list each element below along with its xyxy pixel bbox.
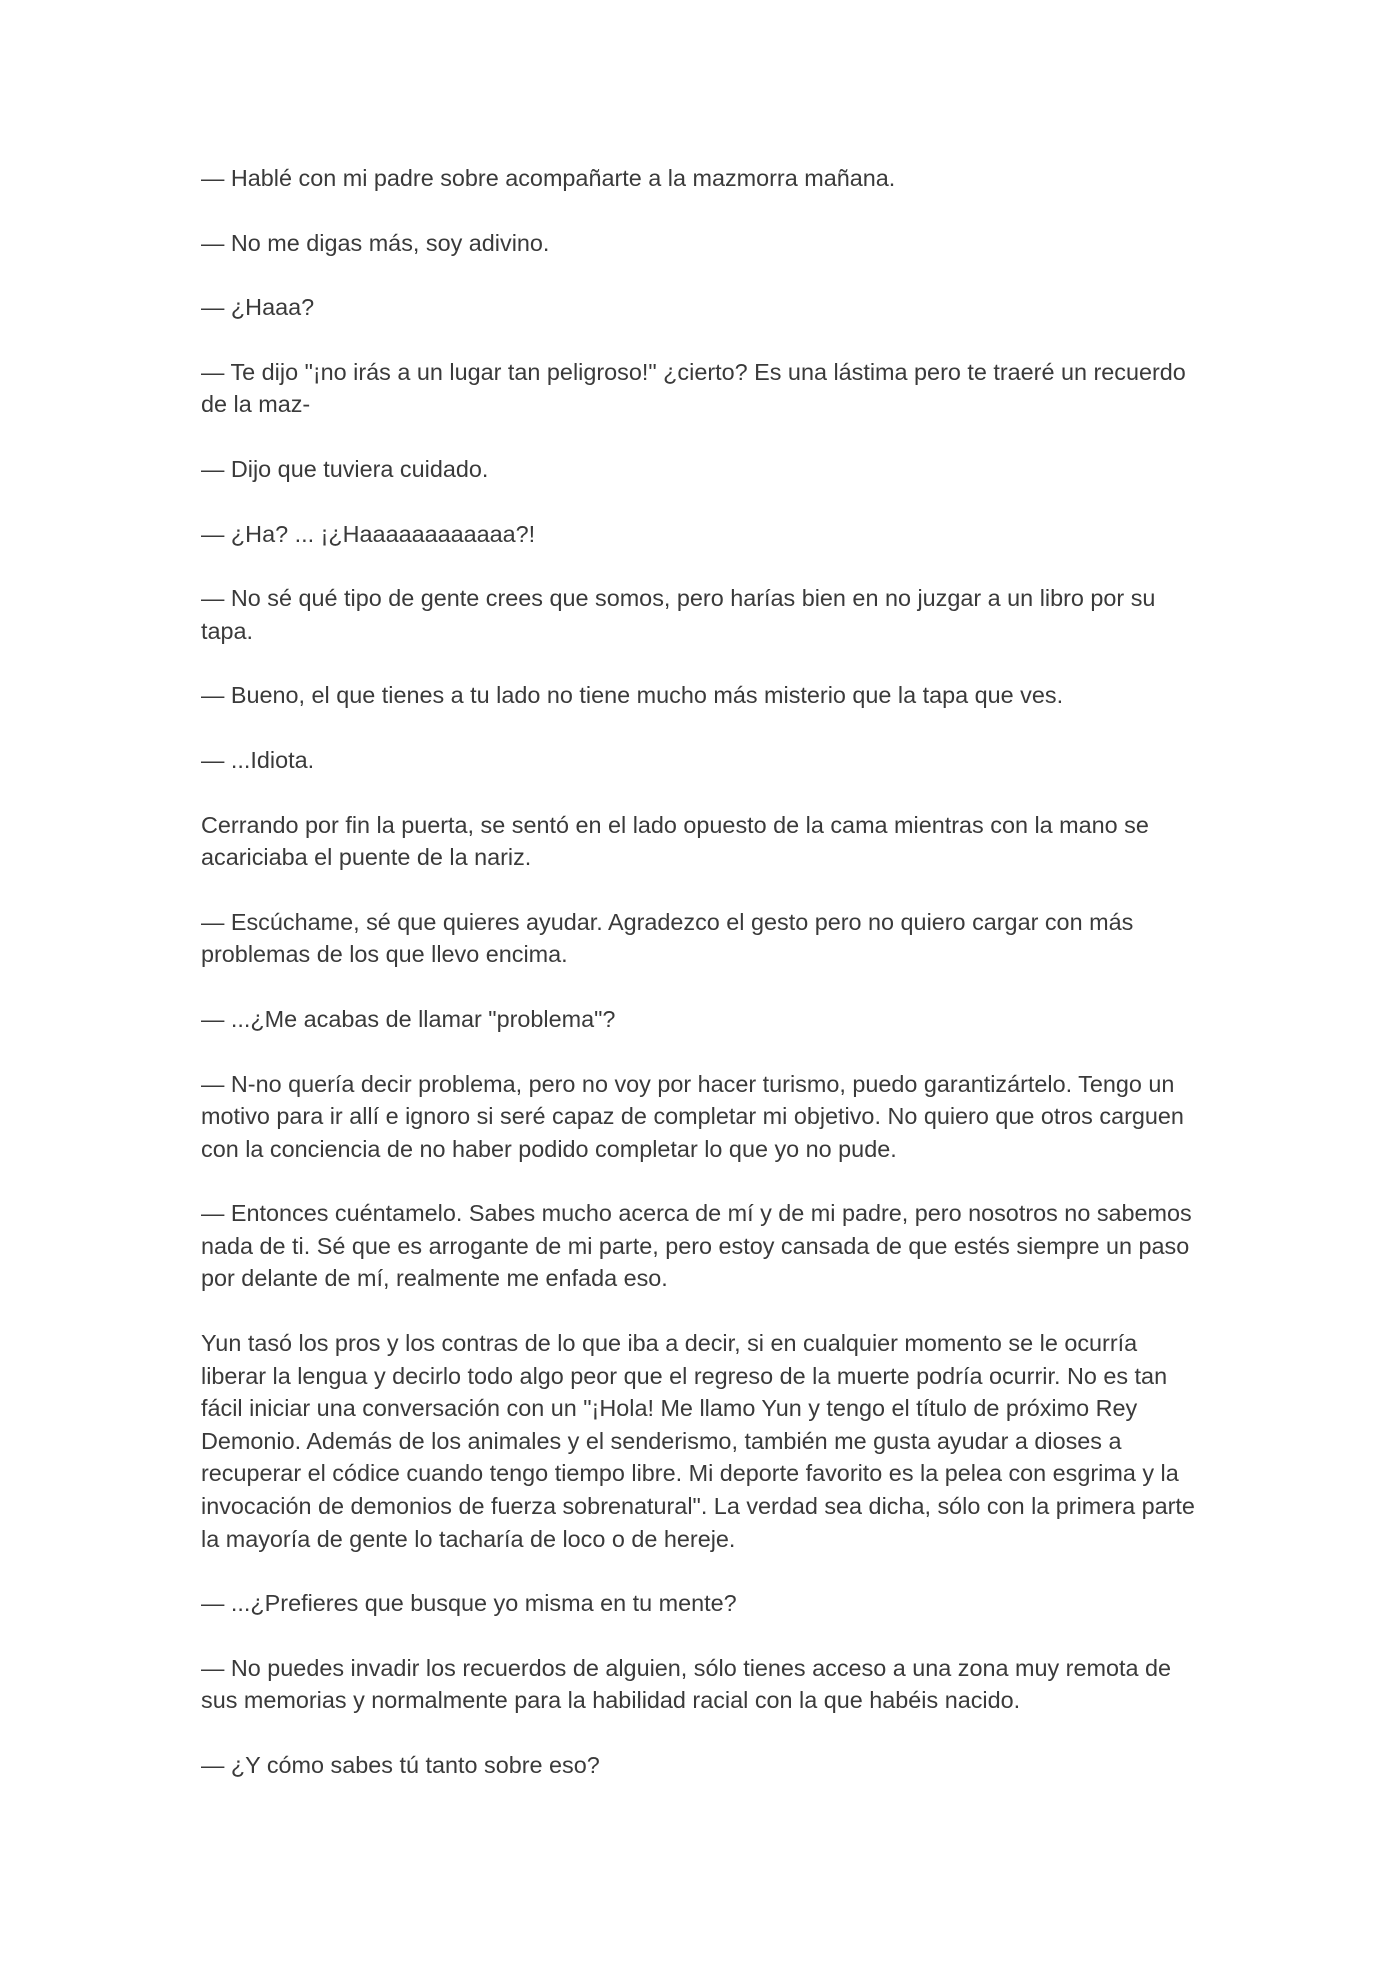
dialogue-line: — No puedes invadir los recuerdos de alguien, sólo tienes acceso a una zona muy remota de sus memorias y normalmente para la habilidad racial con la que habéis nacido. — [201, 1654, 1171, 1714]
dialogue-line: — No me digas más, soy adivino. — [201, 229, 550, 256]
dialogue-line: — Escúchame, sé que quieres ayudar. Agradezco el gesto pero no quiero cargar con más problemas de los que llevo encima. — [201, 908, 1134, 968]
dialogue-line: — No sé qué tipo de gente crees que somos, pero harías bien en no juzgar a un libro por su tapa. — [201, 585, 1156, 644]
dialogue-line: — ¿Ha? ... ¡¿Haaaaaaaaaaaa?! — [201, 520, 536, 547]
narration-paragraph: Yun tasó los pros y los contras de lo que iba a decir, si en cualquier momento se le ocurría liberar la lengua y decirlo todo algo peor que el regreso de la muerte podría ocurrir. No es tan fácil iniciar una conversación con un "¡Hola! Me llamo Yun y tengo el título de próximo Rey Demonio. Además de los animales y el senderismo, también me gusta ayudar a dioses a recuperar el códice cuando tengo tiempo libre. Mi deporte favorito es la pelea con esgrima y la invocación de demonios de fuerza sobrenatural". La verdad sea dicha, sólo con la primera parte la mayoría de gente lo tacharía de loco o de hereje. — [201, 1330, 1195, 1552]
dialogue-line: — ...¿Prefieres que busque yo misma en tu mente? — [201, 1590, 737, 1617]
dialogue-line: — Dijo que tuviera cuidado. — [201, 455, 489, 482]
dialogue-line: — Bueno, el que tienes a tu lado no tiene mucho más misterio que la tapa que ves. — [201, 682, 1064, 709]
dialogue-line: — ¿Haaa? — [201, 294, 315, 321]
dialogue-line: — N-no quería decir problema, pero no voy por hacer turismo, puedo garantizártelo. Tengo un motivo para ir allí e ignoro si seré capaz de completar mi objetivo. No quiero que otros carguen con la conciencia de no haber podido completar lo que yo no pude. — [201, 1070, 1184, 1162]
dialogue-line: — ...Idiota. — [201, 746, 315, 773]
dialogue-line: — ¿Y cómo sabes tú tanto sobre eso? — [201, 1752, 600, 1778]
dialogue-line: — Te dijo "¡no irás a un lugar tan peligroso!" ¿cierto? Es una lástima pero te traeré un recuerdo de la maz- — [201, 358, 1186, 418]
dialogue-line: — ...¿Me acabas de llamar "problema"? — [201, 1005, 616, 1032]
dialogue-line: — Hablé con mi padre sobre acompañarte a la mazmorra mañana. — [201, 165, 896, 191]
dialogue-line: — Entonces cuéntamelo. Sabes mucho acerca de mí y de mi padre, pero nosotros no sabemos nada de ti. Sé que es arrogante de mi parte, pero estoy cansada de que estés siempre un paso por delante de mí, realmente me enfada eso. — [201, 1200, 1192, 1292]
narration-paragraph: Cerrando por fin la puerta, se sentó en el lado opuesto de la cama mientras con la mano se acariciaba el puente de la nariz. — [201, 811, 1149, 871]
document-body — [201, 162, 1203, 1814]
